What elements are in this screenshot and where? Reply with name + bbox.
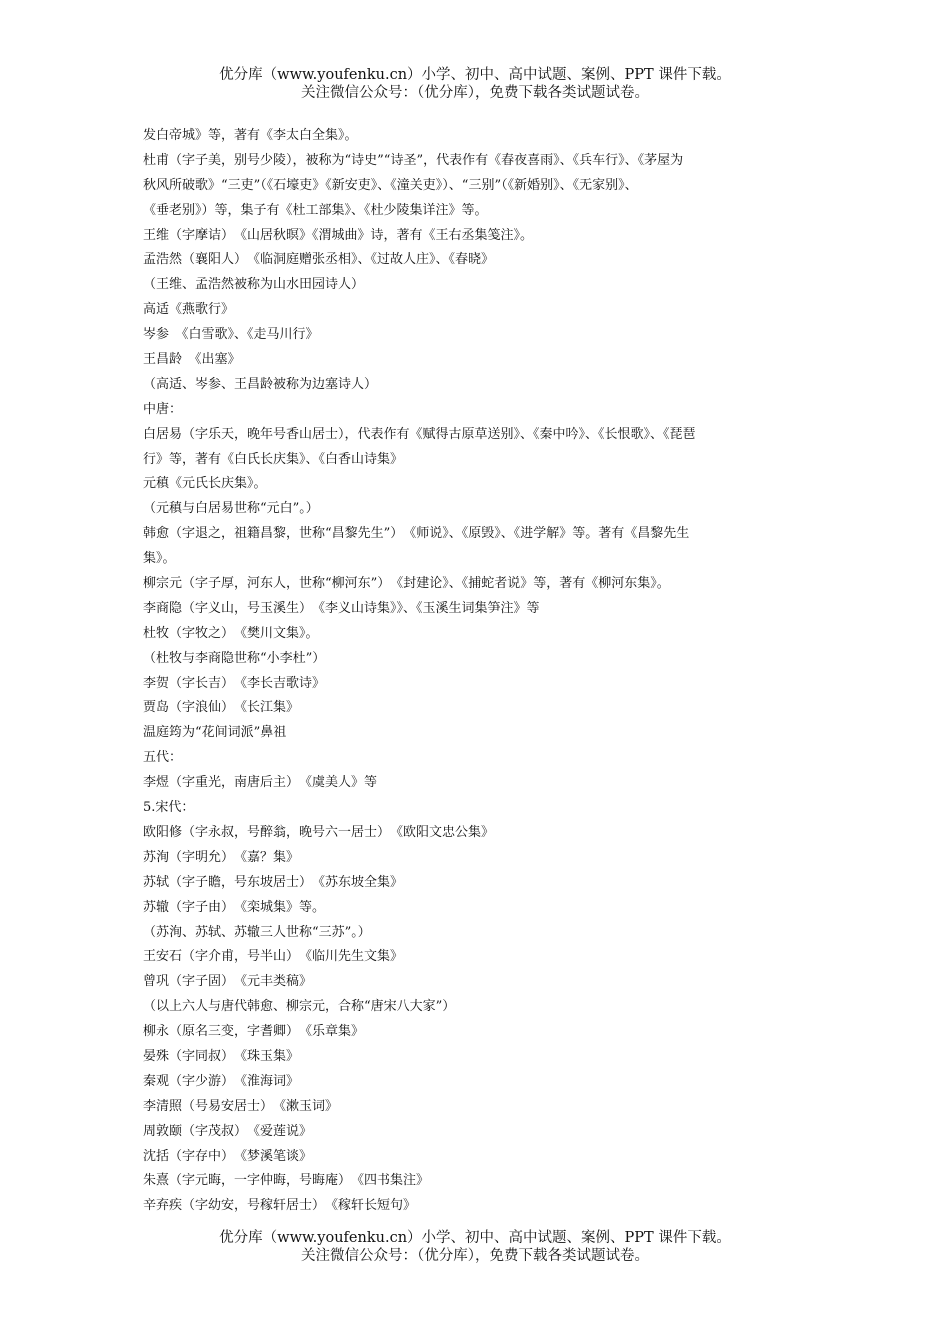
text-line: 苏辙（字子由） 《栾城集》等。 (143, 899, 326, 915)
text-line: 王安石（字介甫，号半山） 《临川先生文集》 (143, 949, 404, 965)
text-line: （王维、孟浩然被称为山水田园诗人） (143, 277, 365, 293)
document-body (143, 124, 807, 1219)
text-line: 晏殊（字同叔） 《珠玉集》 (143, 1048, 300, 1064)
text-line: 李商隐（字义山，号玉溪生） 《李义山诗集》》、《玉溪生词集笋注》等 (143, 600, 540, 616)
text-line: 李贺（字长吉） 《李长吉歌诗》 (143, 675, 326, 691)
text-line: 朱熹（字元晦，一字仲晦，号晦庵） 《四书集注》 (143, 1173, 430, 1189)
text-line: 集》。 (143, 551, 176, 567)
text-line: 欧阳修（字永叔，号醉翁，晚号六一居士） 《欧阳文忠公集》 (143, 824, 495, 840)
text-line: 杜牧（字牧之） 《樊川文集》。 (143, 625, 319, 641)
text-line: 5.宋代： (143, 800, 195, 816)
footer-line-1: 优分库（www.youfenku.cn）小学、初中、高中试题、案例、PPT 课件下载。 (219, 1230, 731, 1246)
text-line: 《垂老别》）等，集子有《杜工部集》、《杜少陵集详注》等。 (143, 202, 488, 218)
text-line: 岑参 《白雪歌》、《走马川行》 (143, 327, 319, 343)
header-line-1: 优分库（www.youfenku.cn）小学、初中、高中试题、案例、PPT 课件下载。 (219, 67, 731, 83)
text-line: 王昌龄 《出塞》 (143, 352, 241, 368)
text-line: 中唐： (143, 401, 183, 417)
text-line: 秦观（字少游） 《淮海词》 (143, 1073, 300, 1089)
text-line: 韩愈（字退之，祖籍昌黎，世称“昌黎先生”） 《师说》、《原毁》、《进学解》等。著有《昌黎先生 (143, 526, 690, 542)
text-line: 行》等，著有《白氏长庆集》、《白香山诗集》 (143, 451, 404, 467)
page-header (0, 66, 950, 102)
text-line: 孟浩然（襄阳人） 《临洞庭赠张丞相》、《过故人庄》、《春晓》 (143, 252, 495, 268)
text-line: （杜牧与李商隐世称“小李杜”） (143, 650, 326, 666)
text-line: 周敦颐（字茂叔） 《爱莲说》 (143, 1123, 313, 1139)
footer-line-2: 关注微信公众号：（优分库），免费下载各类试题试卷。 (301, 1248, 649, 1264)
text-line: （高适、岑参、王昌龄被称为边塞诗人） (143, 376, 378, 392)
text-line: 苏洵（字明允） 《嘉？集》 (143, 849, 300, 865)
text-line: 柳宗元（字子厚，河东人，世称“柳河东”） 《封建论》、《捕蛇者说》等，著有《柳河东集》。 (143, 576, 670, 592)
text-line: （以上六人与唐代韩愈、柳宗元，合称“唐宋八大家”） (143, 999, 456, 1015)
text-line: 贾岛（字浪仙） 《长江集》 (143, 700, 300, 716)
text-line: 白居易（字乐天，晚年号香山居士），代表作有《赋得古原草送别》、《秦中吟》、《长恨歌》、《琵琶 (143, 426, 696, 442)
text-line: 李煜（字重光，南唐后主） 《虞美人》等 (143, 775, 378, 791)
text-line: （元稹与白居易世称“元白”。） (143, 501, 319, 517)
header-line-2: 关注微信公众号：（优分库），免费下载各类试题试卷。 (301, 85, 649, 101)
text-line: 柳永（原名三变，字耆卿） 《乐章集》 (143, 1024, 365, 1040)
page-footer (0, 1229, 950, 1265)
text-line: 五代： (143, 750, 183, 766)
text-line: 曾巩（字子固） 《元丰类稿》 (143, 974, 313, 990)
text-line: 秋风所破歌》“三吏”（《石壕吏》《新安吏》、《潼关吏》）、“三别”（《新婚别》、《无家别》、 (143, 177, 638, 193)
text-line: 沈括（字存中） 《梦溪笔谈》 (143, 1148, 313, 1164)
text-line: 高适《燕歌行》 (143, 302, 235, 318)
text-line: 杜甫（字子美，别号少陵），被称为“诗史”“诗圣”，代表作有《春夜喜雨》、《兵车行》、《茅屋为 (143, 152, 684, 168)
text-line: 发白帝城》等，著有《李太白全集》。 (143, 128, 358, 143)
text-line: 王维（字摩诘） 《山居秋暝》《渭城曲》诗，著有《王右丞集笺注》。 (143, 227, 534, 243)
text-line: 辛弃疾（字幼安，号稼轩居士） 《稼轩长短句》 (143, 1198, 417, 1214)
text-line: （苏洵、苏轼、苏辙三人世称“三苏”。） (143, 924, 371, 940)
text-line: 温庭筠为“花间词派”鼻祖 (143, 725, 287, 741)
text-line: 李清照（号易安居士） 《漱玉词》 (143, 1098, 339, 1114)
text-line: 苏轼（字子瞻，号东坡居士） 《苏东坡全集》 (143, 874, 404, 890)
text-line: 元稹《元氏长庆集》。 (143, 476, 267, 492)
